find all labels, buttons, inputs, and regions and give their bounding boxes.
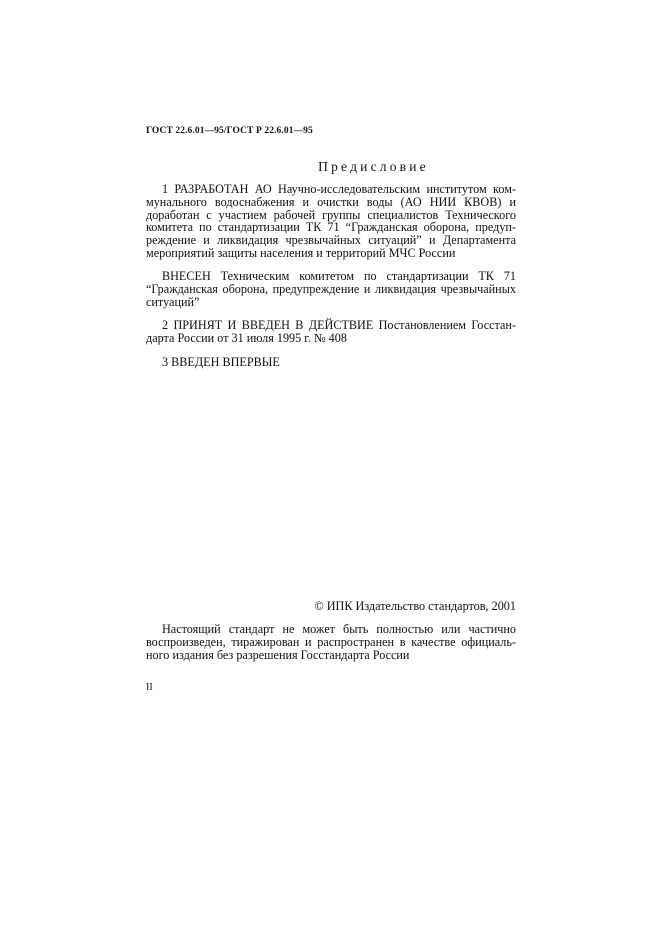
paragraph-line: ВНЕСЕН Техническим комитетом по стандартизации ТК 71 <box>162 269 516 283</box>
paragraph-line: 3 ВВЕДЕН ВПЕРВЫЕ <box>162 355 280 369</box>
paragraph-line: 1 РАЗРАБОТАН АО Научно-исследовательским институтом ком- <box>162 182 516 196</box>
paragraph-adopted <box>146 319 516 345</box>
paragraph-introduced-by <box>146 270 516 308</box>
paragraph-line: ситуаций” <box>146 294 200 309</box>
paragraph-line: реждение и ликвидация чрезвычайных ситуаций” и Департамента <box>146 233 516 248</box>
page-number: II <box>146 682 153 693</box>
copyright-line: © ИПК Издательство стандартов, 2001 <box>314 599 516 613</box>
paragraph-first-introduced <box>146 356 516 369</box>
paragraph-line: “Гражданская оборона, предупреждение и ликвидация чрезвычайных <box>146 281 516 296</box>
reproduction-notice <box>146 623 516 661</box>
notice-line: ного издания без разрешения Госстандарта России <box>146 647 410 662</box>
paragraph-line: дарта России от 31 июля 1995 г. № 408 <box>146 330 347 345</box>
notice-line: Настоящий стандарт не может быть полностью или частично <box>162 622 516 636</box>
notice-line: воспроизведен, тиражирован и распространен в качестве официаль- <box>146 634 516 649</box>
paragraph-developed-by <box>146 183 516 260</box>
paragraph-line: мероприятий защиты населения и территорий МЧС России <box>146 245 456 260</box>
paragraph-line: мунального водоснабжения и очистки воды (АО НИИ КВОВ) и <box>146 194 516 209</box>
paragraph-line: 2 ПРИНЯТ И ВВЕДЕН В ДЕЙСТВИЕ Постановлением Госстан- <box>162 318 516 332</box>
document-code-header: ГОСТ 22.6.01—95/ГОСТ Р 22.6.01—95 <box>146 126 313 136</box>
paragraph-line: доработан с участием рабочей группы специалистов Технического <box>146 207 516 222</box>
paragraph-line: комитета по стандартизации ТК 71 “Гражданская оборона, предуп- <box>146 220 516 235</box>
section-title: Предисловие <box>318 159 429 174</box>
